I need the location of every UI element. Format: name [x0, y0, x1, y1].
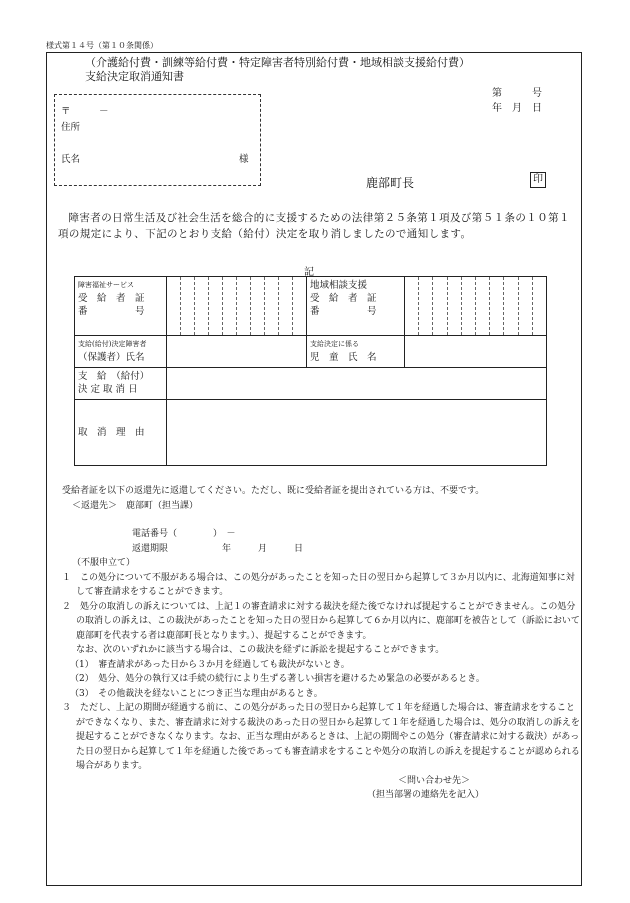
appeal-item-2: （2） 処分、処分の執行又は手続の続行により生ずる著しい損害を避けるため緊急の必要があるとき。 — [70, 674, 485, 684]
document-title: 支給決定取消通知書 — [85, 70, 184, 83]
appeal-item-1: （1） 審査請求があった日から３か月を経過しても裁決がないとき。 — [70, 659, 350, 670]
label-line: 取 消 理 由 — [78, 427, 145, 438]
label-line: 番 号 — [78, 306, 145, 317]
form-number: 様式第１４号（第１０条関係） — [46, 41, 158, 50]
address-box — [54, 94, 261, 186]
details-table — [74, 276, 547, 466]
appeal-item-3: （3） その他裁決を経ないことにつき正当な理由があるとき。 — [70, 688, 323, 699]
label-line: 児 童 氏 名 — [310, 352, 377, 363]
name-label: 氏名 — [61, 154, 81, 165]
guardian-name-label — [75, 336, 167, 368]
child-name-label — [307, 336, 405, 368]
guardian-name-cell — [167, 336, 307, 368]
label-line: 番 号 — [310, 306, 377, 317]
appeal-heading: （不服申立て） — [72, 558, 136, 568]
cancel-date-label — [75, 368, 167, 400]
issuer-name: 鹿部町長 — [366, 176, 415, 190]
phone-number-line: 電話番号（ ） － — [132, 529, 236, 539]
body-text: 障害者の日常生活及び社会生活を総合的に支援するための法律第２５条第１項及び第５１条の１０第１項の規定により、下記のとおり支給（給付）決定を取り消しましたので通知します。 — [58, 212, 570, 240]
document-subtitle: （介護給付費・訓練等給付費・特定障害者特別給付費・地域相談支援給付費） — [85, 56, 470, 69]
cancel-reason-label — [75, 400, 167, 466]
child-name-cell — [405, 336, 547, 368]
label-small: 障害福祉サービス — [78, 281, 134, 289]
contact-heading: ＜問い合わせ先＞ — [397, 775, 470, 786]
seal-mark: 印 — [530, 172, 546, 188]
label-line: （保護者）氏名 — [78, 352, 145, 363]
return-deadline-line: 返還期限 年 月 日 — [132, 543, 304, 554]
postal-code-label: 〒 － — [61, 106, 109, 117]
regional-cert-number-cells — [405, 277, 547, 336]
address-label: 住所 — [61, 122, 81, 133]
label-line: 受 給 者 証 — [310, 293, 377, 304]
appeal-para-2b: なお、次のいずれかに該当する場合は、この裁決を経ずに訴訟を提起することができます。 — [76, 645, 445, 655]
appeal-para-3: ３ ただし、上記の期間が経過する前に、この処分があった日の翌日から起算して１年を経過した場合は、審査請求をすることができなくなり、また、審査請求に対する裁決のあった日の翌日から起算して１年を経過した場合は、処分の取消しの訴えを提起することができなくなります。なお、正当な理由があるときは、上記の期間やこの処分（審査請求に対する裁決）があった日の翌日から起算して１年を経過した後であっても審査請求をすることや処分の取消しの訴えを提起することが認められる場合があります。 — [62, 703, 580, 771]
return-destination: ＜返還先＞ 鹿部町（担当課） — [72, 500, 199, 511]
appeal-para-1: １ この処分について不服がある場合は、この処分があったことを知った日の翌日から起算して３か月以内に、北海道知事に対して審査請求をすることができます。 — [62, 572, 575, 597]
label-small: 支給決定に係る — [310, 340, 359, 348]
notes-section — [62, 484, 580, 803]
cancel-reason-cell — [167, 400, 547, 466]
label-line: 地域相談支援 — [310, 280, 368, 291]
document-date: 年 月 日 — [492, 103, 542, 114]
ki-heading: 記 — [304, 267, 314, 278]
recipient-cert-number-cells — [167, 277, 307, 336]
label-line: 支 給 （給付） — [78, 371, 150, 382]
document-number: 第 号 — [492, 88, 542, 99]
appeal-para-2: ２ 処分の取消しの訴えについては、上記１の審査請求に対する裁決を経た後でなければ提起することができません。この処分の取消しの訴えは、この裁決があったことを知った日の翌日から起算して６か月以内に、鹿部町を被告として（訴訟において鹿部町を代表する者は鹿部町長となります。）、提起することができます。 — [62, 601, 580, 641]
label-line: 受 給 者 証 — [78, 293, 145, 304]
contact-note: （担当部署の連絡先を記入） — [366, 790, 484, 800]
return-instruction: 受給者証を以下の返還先に返還してください。ただし、既に受給者証を提出されている方は、不要です。 — [62, 486, 485, 496]
recipient-cert-label — [75, 277, 167, 336]
regional-cert-label — [307, 277, 405, 336]
honorific: 様 — [239, 154, 249, 165]
label-line: 決 定 取 消 日 — [78, 384, 138, 395]
cancel-date-cell — [167, 368, 547, 400]
label-small: 支給(給付)決定障害者 — [78, 340, 147, 348]
